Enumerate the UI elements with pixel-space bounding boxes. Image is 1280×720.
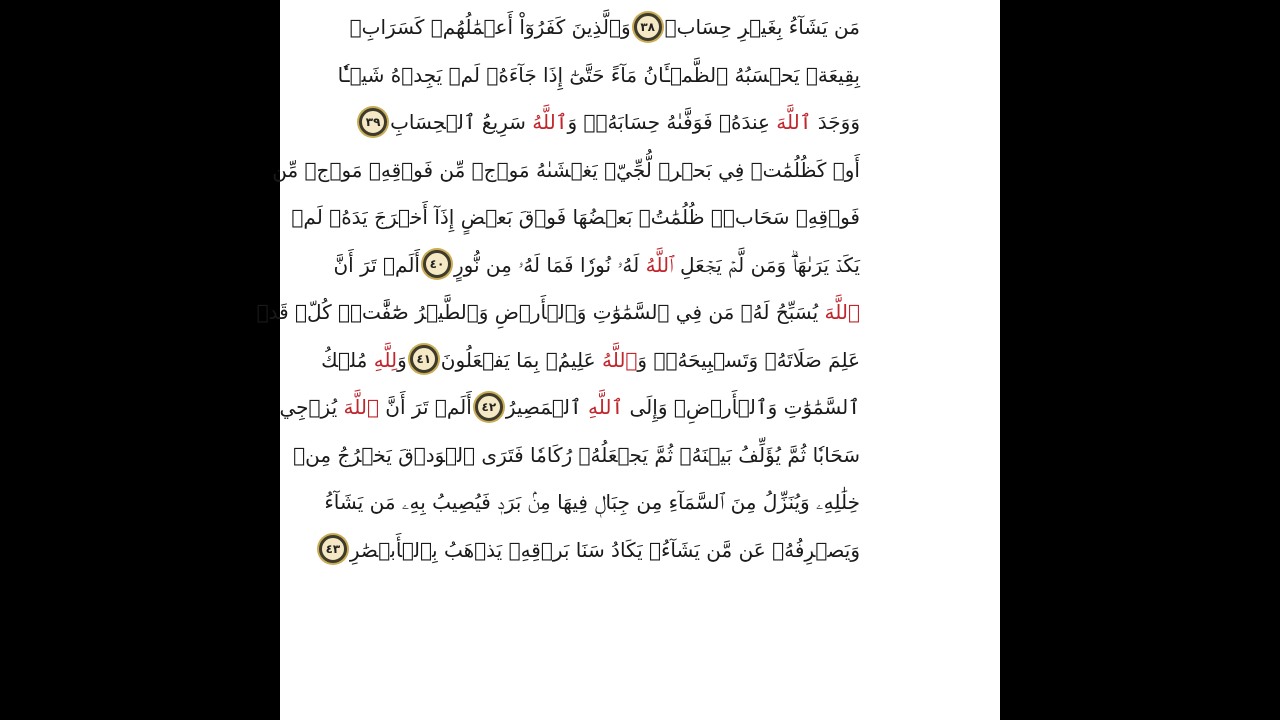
verse-line [349, 4, 860, 52]
ayah-number: ٣٩ [365, 114, 381, 129]
divine-name-text: ٱللَّهَ [343, 395, 379, 419]
verse-text: وَ [397, 347, 407, 372]
divine-name-text: ٱللَّهُ [532, 110, 568, 134]
ayah-number: ٤١ [416, 352, 432, 366]
ayah-number-marker [319, 535, 347, 563]
verse-line [291, 194, 860, 242]
ayah-number-marker [423, 250, 451, 278]
verse-text: مَن يَشَآءُ بِغَيۡرِ حِسَابٖ [664, 15, 860, 39]
ayah-number: ٤٠ [429, 257, 445, 271]
divine-name-text: ٱللَّهَ [824, 300, 860, 324]
verse-text: وَٱلَّذِينَ كَفَرُوٓاْ أَعۡمَٰلُهُمۡ كَسَرَابِۢ [349, 15, 631, 39]
divine-name-text: ٱللَّهُ [645, 252, 674, 277]
verse-text: فَوۡقِهِۦ سَحَابٞۚ ظُلُمَٰتُۢ بَعۡضُهَا فَوۡقَ بَعۡضٍ إِذَآ أَخۡرَجَ يَدَهُۥ لَمۡ [291, 205, 860, 229]
divine-name-text: ٱللَّهُ [601, 347, 638, 372]
verse-text: سَحَابٗا ثُمَّ يُؤَلِّفُ بَيۡنَهُۥ ثُمَّ يَجۡعَلُهُۥ رُكَامٗا فَتَرَى ٱلۡوَدۡقَ يَخۡرُجُ مِنۡ [293, 442, 860, 467]
verse-text: يُسَبِّحُ لَهُۥ مَن فِي ٱلسَّمَٰوَٰتِ وَٱلۡأَرۡضِ وَٱلطَّيۡرُ صَٰٓفَّٰتٖۖ كُلّٞ قَدۡ [256, 300, 825, 324]
ayah-number-marker [475, 393, 503, 421]
verse-text: خِلَٰلِهِۦ وَيُنَزِّلُ مِنَ ٱلسَّمَآءِ مِن جِبَالٖ فِيهَا مِنۢ بَرَدٖ فَيُصِيبُ بِهِۦ مَن يَشَآءُ [324, 490, 860, 514]
verse-line [365, 99, 860, 147]
verse-text: مُلۡكُ [321, 347, 374, 372]
ayah-number-marker [410, 345, 438, 373]
verse-text: سَرِيعُ ٱلۡحِسَابِ [390, 110, 533, 134]
verse-text: عَلِيمُۢ بِمَا يَفۡعَلُونَ [440, 347, 602, 372]
ayah-number: ٣٨ [640, 19, 655, 34]
verse-text: لَهُۥ نُورٗا فَمَا لَهُۥ مِن نُّورٍ [454, 252, 646, 277]
verse-text: وَوَجَدَ [811, 110, 860, 134]
verse-line [293, 432, 860, 480]
verse-text: يُزۡجِي [279, 395, 344, 419]
quran-text-block [256, 4, 860, 574]
verse-line [272, 147, 860, 195]
verse-line [333, 242, 860, 290]
verse-text: عَلِمَ صَلَاتَهُۥ وَتَسۡبِيحَهُۥۗ وَ [637, 347, 860, 372]
ayah-number: ٤٢ [481, 399, 497, 414]
verse-text: أَلَمۡ تَرَ أَنَّ [333, 252, 420, 277]
ayah-number-marker [634, 13, 662, 41]
verse-text: أَوۡ كَظُلُمَٰتٖ فِي بَحۡرٖ لُّجِّيّٖ يَغۡشَىٰهُ مَوۡجٞ مِّن فَوۡقِهِۦ مَوۡجٞ مِّن [272, 157, 860, 182]
verse-text: يَكَدۡ يَرَىٰهَاۗ وَمَن لَّمۡ يَجۡعَلِ [673, 252, 860, 277]
verse-text: وَيَصۡرِفُهُۥ عَن مَّن يَشَآءُۖ يَكَادُ سَنَا بَرۡقِهِۦ يَذۡهَبُ بِٱلۡأَبۡصَٰرِ [349, 537, 860, 562]
verse-text: ٱلۡمَصِيرُ [505, 395, 588, 419]
verse-text: عِندَهُۥ فَوَفَّىٰهُ حِسَابَهُۥۗ وَ [567, 110, 777, 134]
ayah-number-marker [359, 108, 387, 136]
divine-name-text: ٱللَّهَ [776, 110, 812, 134]
verse-text: بِقِيعَةٖ يَحۡسَبُهُ ٱلظَّمۡـَٔانُ مَآءً حَتَّىٰٓ إِذَا جَآءَهُۥ لَمۡ يَجِدۡهُ شَيۡـٔٗا [337, 62, 860, 87]
verse-text: أَلَمۡ تَرَ أَنَّ [378, 395, 472, 419]
verse-line [256, 289, 860, 337]
verse-line [321, 337, 860, 385]
verse-line [337, 52, 860, 100]
verse-line [324, 479, 860, 527]
verse-line [325, 527, 860, 575]
verse-text: ٱلسَّمَٰوَٰتِ وَٱلۡأَرۡضِۖ وَإِلَى [623, 395, 860, 419]
divine-name-text: لِلَّهِ [373, 347, 398, 372]
divine-name-text: ٱللَّهِ [588, 395, 624, 419]
verse-line [279, 384, 860, 432]
ayah-number: ٤٣ [325, 542, 341, 556]
mushaf-page [256, 0, 1000, 720]
